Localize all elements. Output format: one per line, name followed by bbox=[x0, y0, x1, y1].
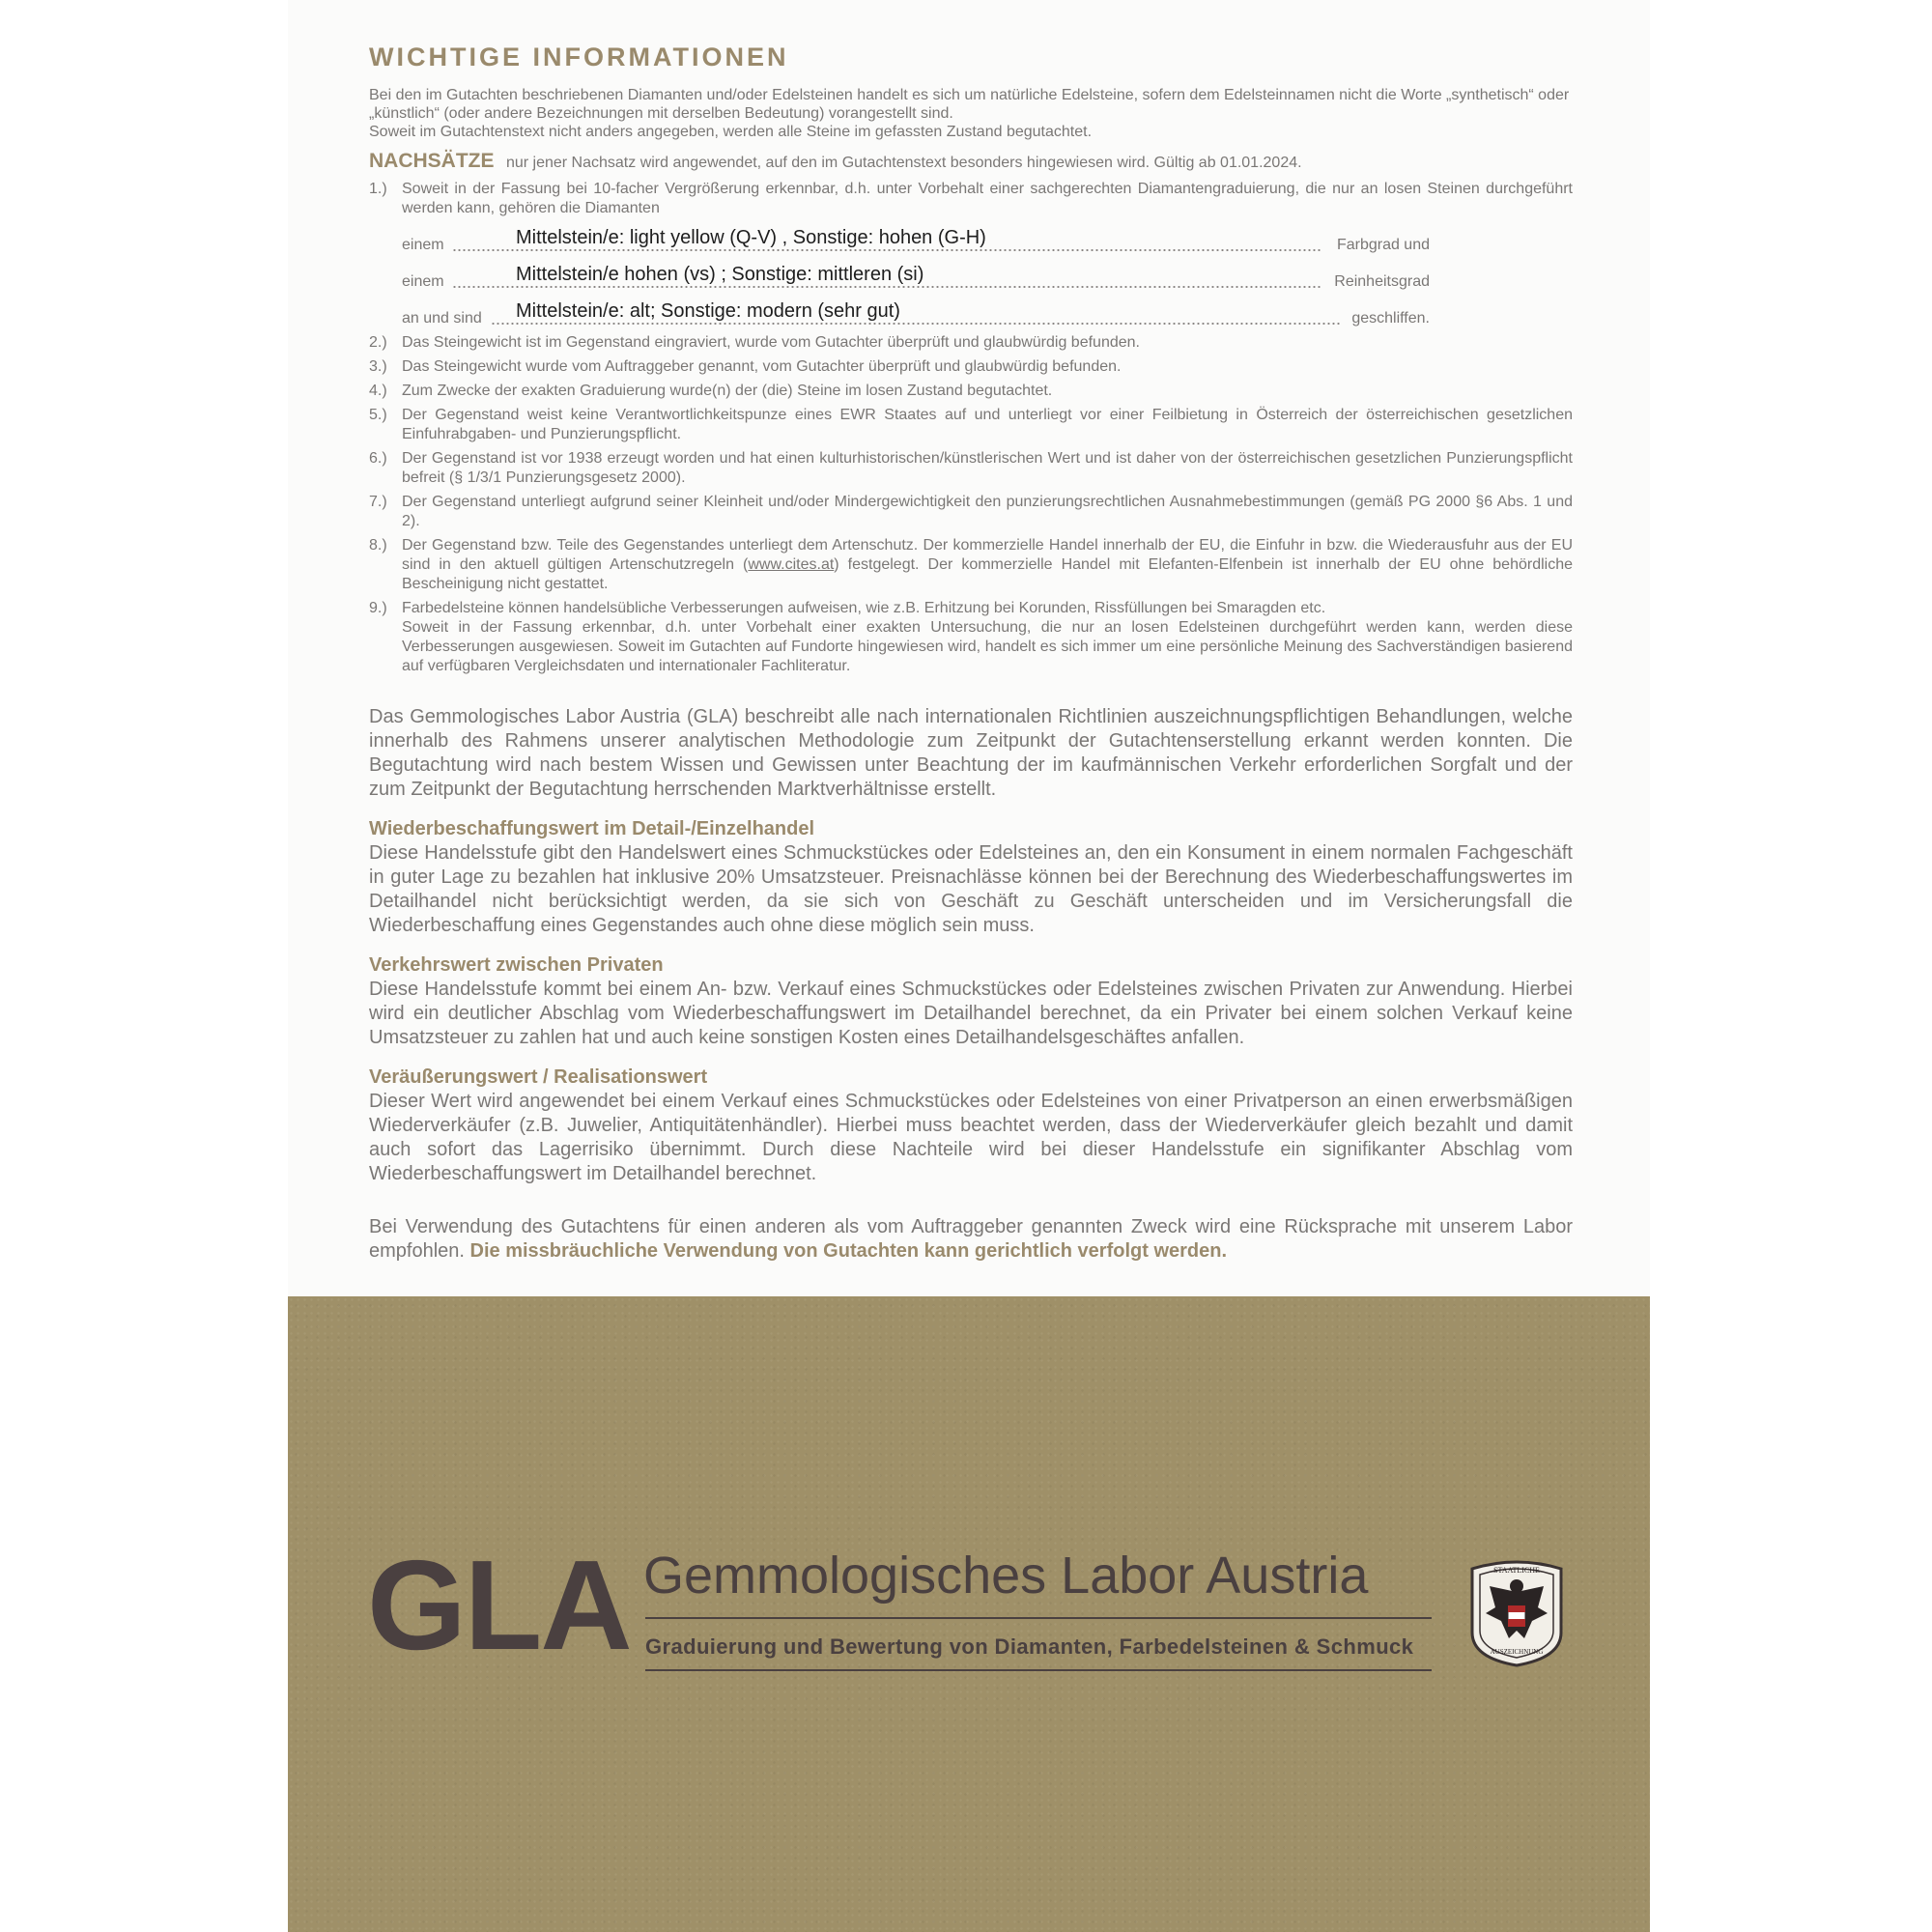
handwritten-entry: Mittelstein/e: alt; Sonstige: modern (sehr gut) bbox=[516, 300, 900, 322]
seal-top-text: STAATLICHE bbox=[1493, 1566, 1540, 1575]
list-item bbox=[369, 599, 1573, 676]
item-number: 4.) bbox=[369, 383, 387, 399]
fill-row-clarity bbox=[402, 259, 1430, 292]
document-page bbox=[288, 0, 1650, 1932]
fill-trail: Farbgrad und bbox=[1336, 237, 1430, 253]
item-number: 3.) bbox=[369, 358, 387, 375]
section-text: Dieser Wert wird angewendet bei einem Verkauf eines Schmuckstückes oder Edelsteines von einer Privatperson an einen erwerbsmäßigen Wiederverkäufer (z.B. Juwelier, Antiquitätenhändler). Hierbei muss beachtet werden, dass der Wiederverkäufer gleich bezahlt und damit auch sofort das Lagerrisiko übernimmt. Durch diese Nachteile wird bei dieser Handelsstufe ein signifikanter Abschlag vom Wiederbeschaffungswert im Detailhandel berechnet. bbox=[369, 1091, 1573, 1184]
item-text: Der Gegenstand weist keine Verantwortlichkeitspunze eines EWR Staates auf und unterliegt vor einer Feilbietung in Österreich der österreichischen gesetzlichen Einfuhrabgaben- und Punzierungspflicht. bbox=[402, 407, 1573, 442]
intro-text bbox=[369, 86, 1573, 141]
item-number: 1.) bbox=[369, 181, 387, 197]
section-title: Veräußerungswert / Realisationswert bbox=[369, 1066, 708, 1088]
list-item bbox=[369, 180, 1573, 328]
seal-bottom-text: AUSZEICHNUNG bbox=[1490, 1648, 1544, 1656]
item-number: 6.) bbox=[369, 450, 387, 467]
list-item bbox=[369, 406, 1573, 444]
tagline: Graduierung und Bewertung von Diamanten, Farbedelsteinen & Schmuck bbox=[645, 1634, 1414, 1659]
item-text: Farbedelsteine können handelsübliche Verbesserungen aufweisen, wie z.B. Erhitzung bei Korunden, Rissfüllungen bei Smaragden etc. bbox=[402, 600, 1326, 616]
fill-lead: einem bbox=[402, 273, 444, 290]
list-item bbox=[369, 357, 1573, 377]
item-text bbox=[402, 536, 1573, 594]
fill-row-cut bbox=[402, 296, 1430, 328]
section-replacement-value bbox=[369, 817, 1573, 938]
lab-name: Gemmologisches Labor Austria bbox=[643, 1547, 1369, 1605]
item-text-part: Der Gegenstand bzw. Teile des Gegenstandes unterliegt dem Artenschutz. Der kommerzielle Handel innerhalb der EU, die Einfuhr in bzw. die Wiederausfuhr aus der EU sind in den aktuell gültigen Artenschutzregeln ( bbox=[402, 537, 1573, 573]
fill-trail: geschliffen. bbox=[1351, 310, 1430, 327]
item-text: Soweit in der Fassung bei 10-facher Vergrößerung erkennbar, d.h. unter Vorbehalt einer sachgerechten Diamantengraduierung, die nur an losen Steinen durchgeführt werden kann, gehören die Diamanten bbox=[402, 181, 1573, 216]
handwritten-entry: Mittelstein/e hohen (vs) ; Sonstige: mittleren (si) bbox=[516, 264, 924, 285]
list-item bbox=[369, 536, 1573, 594]
item-text: Soweit in der Fassung erkennbar, d.h. unter Vorbehalt einer exakten Untersuchung, die nur an losen Edelsteinen durchgeführt werden kann, werden diese Verbesserungen ausgewiesen. Soweit im Gutachten auf Fundorte hingewiesen wird, handelt es sich immer um eine persönliche Meinung des Sachverständigen basierend auf verfügbaren Vergleichsdaten und internationaler Fachliteratur. bbox=[402, 619, 1573, 674]
item-number: 7.) bbox=[369, 494, 387, 510]
dotted-line bbox=[452, 249, 1321, 251]
section-title: Wiederbeschaffungswert im Detail-/Einzelhandel bbox=[369, 818, 815, 839]
section-text: Diese Handelsstufe gibt den Handelswert eines Schmuckstückes oder Edelsteines an, den ein Konsument in einem normalen Fachgeschäft in guter Lage zu bezahlen hat inklusive 20% Umsatzsteuer. Preisnachlässe können bei der Berechnung des Wiederbeschaffungswertes im Detailhandel nicht berücksichtigt werden, da sie sich von Geschäft zu Geschäft unterscheiden und im Versicherungsfall die Wiederbeschaffung eines Gegenstandes auch ohne diese möglich sein muss. bbox=[369, 842, 1573, 936]
cites-link[interactable]: www.cites.at bbox=[748, 556, 835, 573]
list-item bbox=[369, 493, 1573, 531]
closing-warning: Die missbräuchliche Verwendung von Gutachten kann gerichtlich verfolgt werden. bbox=[469, 1240, 1228, 1262]
divider bbox=[645, 1669, 1432, 1671]
content-area bbox=[369, 43, 1573, 1264]
page-title: WICHTIGE INFORMATIONEN bbox=[369, 43, 789, 71]
item-text: Der Gegenstand ist vor 1938 erzeugt worden und hat einen kulturhistorischen/künstlerischen Wert und ist daher von der österreichischen gesetzlichen Punzierungspflicht befreit (§ 1/3/1 Punzierungsgesetz 2000). bbox=[402, 450, 1573, 486]
item-text: Das Steingewicht wurde vom Auftraggeber genannt, vom Gutachter überprüft und glaubwürdig befunden. bbox=[402, 358, 1122, 375]
fill-lead: an und sind bbox=[402, 310, 482, 327]
list-item bbox=[369, 382, 1573, 401]
intro-paragraph: Soweit im Gutachtenstext nicht anders angegeben, werden alle Steine im gefassten Zustand begutachtet. bbox=[369, 124, 1093, 140]
item-number: 8.) bbox=[369, 537, 387, 554]
closing-text: Bei Verwendung des Gutachtens für einen anderen als vom Auftraggeber genannten Zweck wird eine Rücksprache mit unserem Labor empfohlen. bbox=[369, 1216, 1573, 1262]
item-text-part: ) festgelegt. Der kommerzielle Handel mit Elefanten-Elfenbein ist innerhalb der EU ohne behördliche Bescheinigung nicht gestattet. bbox=[402, 556, 1573, 592]
nachsaetze-list bbox=[369, 180, 1573, 676]
nachsaetze-header bbox=[369, 151, 1573, 174]
list-item bbox=[369, 333, 1573, 353]
section-realisation-value bbox=[369, 1065, 1573, 1186]
item-number: 9.) bbox=[369, 600, 387, 616]
closing-note bbox=[369, 1215, 1573, 1264]
fill-row-color bbox=[402, 222, 1430, 255]
footer-band bbox=[288, 1296, 1650, 1932]
item-text: Der Gegenstand unterliegt aufgrund seiner Kleinheit und/oder Mindergewichtigkeit den punzierungsrechtlichen Ausnahmebestimmungen (gemäß PG 2000 §6 Abs. 1 und 2). bbox=[402, 494, 1573, 529]
item-text: Zum Zwecke der exakten Graduierung wurde(n) der (die) Steine im losen Zustand begutachtet. bbox=[402, 383, 1053, 399]
section-market-value bbox=[369, 953, 1573, 1050]
fill-lead: einem bbox=[402, 237, 444, 253]
dotted-line bbox=[491, 323, 1341, 325]
fill-trail: Reinheitsgrad bbox=[1334, 273, 1430, 290]
gla-logo: GLA bbox=[367, 1534, 631, 1676]
list-item bbox=[369, 449, 1573, 488]
nachsaetze-subtitle: nur jener Nachsatz wird angewendet, auf den im Gutachtenstext besonders hingewiesen wird. Gültig ab 01.01.2024. bbox=[505, 155, 1302, 171]
section-text: Diese Handelsstufe kommt bei einem An- bzw. Verkauf eines Schmuckstückes oder Edelsteines zwischen Privaten zur Anwendung. Hierbei wird ein deutlicher Abschlag vom Wiederbeschaffungswert im Detailhandel berechnet, da ein Privater bei einem solchen Verkauf keine Umsatzsteuer zu zahlen hat und auch keine sonstigen Kosten eines Detailhandelsgeschäftes anfallen. bbox=[369, 979, 1573, 1048]
item-number: 5.) bbox=[369, 407, 387, 423]
nachsaetze-title: NACHSÄTZE bbox=[369, 150, 495, 172]
gla-statement: Das Gemmologisches Labor Austria (GLA) beschreibt alle nach internationalen Richtlinien auszeichnungspflichtigen Behandlungen, welche innerhalb des Rahmens unserer analytischen Methodologie zum Zeitpunkt der Gutachtenserstellung erkannt werden konnten. Die Begutachtung wird nach bestem Wissen und Gewissen unter Beachtung der im kaufmännischen Verkehr erforderlichen Sorgfalt und der zum Zeitpunkt der Begutachtung herrschenden Marktverhältnisse erstellt. bbox=[369, 706, 1573, 800]
section-title: Verkehrswert zwischen Privaten bbox=[369, 954, 664, 976]
handwritten-entry: Mittelstein/e: light yellow (Q-V) , Sonstige: hohen (G-H) bbox=[516, 227, 986, 248]
austrian-eagle-icon bbox=[1466, 1557, 1567, 1667]
dotted-line bbox=[452, 286, 1321, 288]
item-number: 2.) bbox=[369, 334, 387, 351]
item-text: Das Steingewicht ist im Gegenstand eingraviert, wurde vom Gutachter überprüft und glaubwürdig befunden. bbox=[402, 334, 1140, 351]
intro-paragraph: Bei den im Gutachten beschriebenen Diamanten und/oder Edelsteinen handelt es sich um natürliche Edelsteine, sofern dem Edelsteinnamen nicht die Worte „synthetisch“ oder „künstlich“ (oder andere Bezeichnungen mit derselben Bedeutung) vorangestellt sind. bbox=[369, 87, 1570, 122]
divider bbox=[645, 1617, 1432, 1619]
